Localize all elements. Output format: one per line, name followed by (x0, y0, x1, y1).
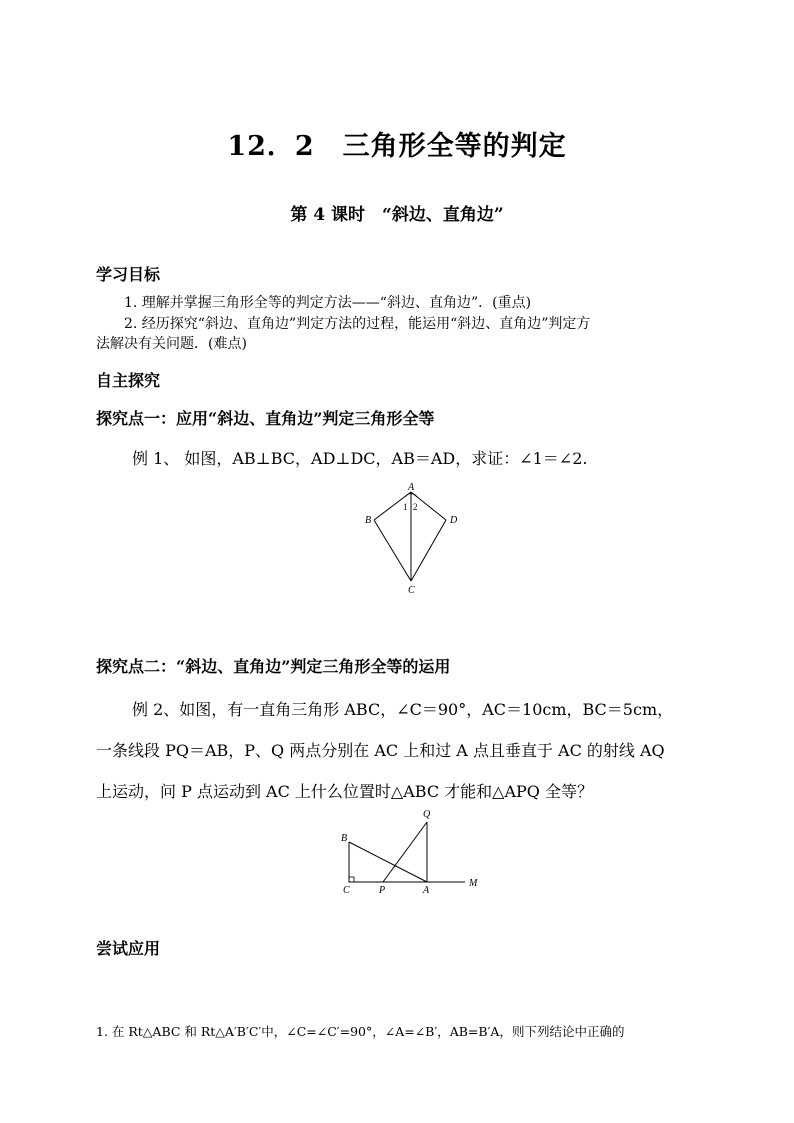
practice-heading: 尝试应用 (96, 939, 161, 958)
right-angle-mark (349, 877, 354, 882)
explore-heading: 自主探究 (96, 371, 161, 390)
label-b: B (341, 833, 348, 844)
objectives-heading: 学习目标 (96, 265, 161, 284)
page-title: 12．2 三角形全等的判定 (227, 131, 567, 162)
explore-point-2: 探究点二：“斜边、直角边”判定三角形全等的运用 (96, 657, 451, 676)
segment-pq (383, 822, 427, 882)
label-a: A (408, 482, 415, 493)
label-angle-2: 2 (413, 502, 418, 512)
explore-point-1: 探究点一：应用“斜边、直角边”判定三角形全等 (96, 409, 435, 428)
label-b: B (365, 515, 372, 526)
label-p: P (379, 885, 386, 895)
example-2-line-3: 上运动，问 P 点运动到 AC 上什么位置时△ABC 才能和△APQ 全等？ (96, 782, 593, 801)
figure-2-right-triangles (335, 805, 485, 895)
example-1: 例 1、 如图，AB⊥BC，AD⊥DC，AB＝AD，求证：∠1＝∠2. (132, 449, 588, 468)
label-a: A (423, 885, 430, 895)
lesson-subtitle: 第 4 课时 “斜边、直角边” (290, 205, 504, 225)
label-d: D (450, 515, 458, 526)
practice-question-1: 1. 在 Rt△ABC 和 Rt△A′B′C′中，∠C=∠C′=90°，∠A=∠B′，AB=B′A，则下列结论中正确的 (96, 1024, 625, 1039)
example-2-line-2: 一条线段 PQ＝AB，P、Q 两点分别在 AC 上和过 A 点且垂直于 AC 的射线 AQ (96, 741, 665, 760)
figure-1-kite (352, 480, 472, 600)
label-c: C (408, 585, 415, 596)
example-2-line-1: 例 2、如图，有一直角三角形 ABC，∠C＝90°，AC＝10cm，BC＝5cm， (132, 700, 674, 719)
label-c: C (343, 885, 350, 895)
label-m: M (469, 878, 478, 889)
segment-bc (374, 520, 411, 581)
segment-dc (411, 520, 446, 581)
objective-item-2-line-2: 法解决有关问题．(难点) (96, 336, 247, 352)
label-q: Q (423, 809, 431, 820)
objective-item-2-line-1: 2. 经历探究“斜边、直角边”判定方法的过程，能运用“斜边、直角边”判定方 (124, 316, 591, 332)
objective-item-1: 1. 理解并掌握三角形全等的判定方法——“斜边、直角边”．(重点) (124, 295, 532, 311)
label-angle-1: 1 (403, 502, 408, 512)
